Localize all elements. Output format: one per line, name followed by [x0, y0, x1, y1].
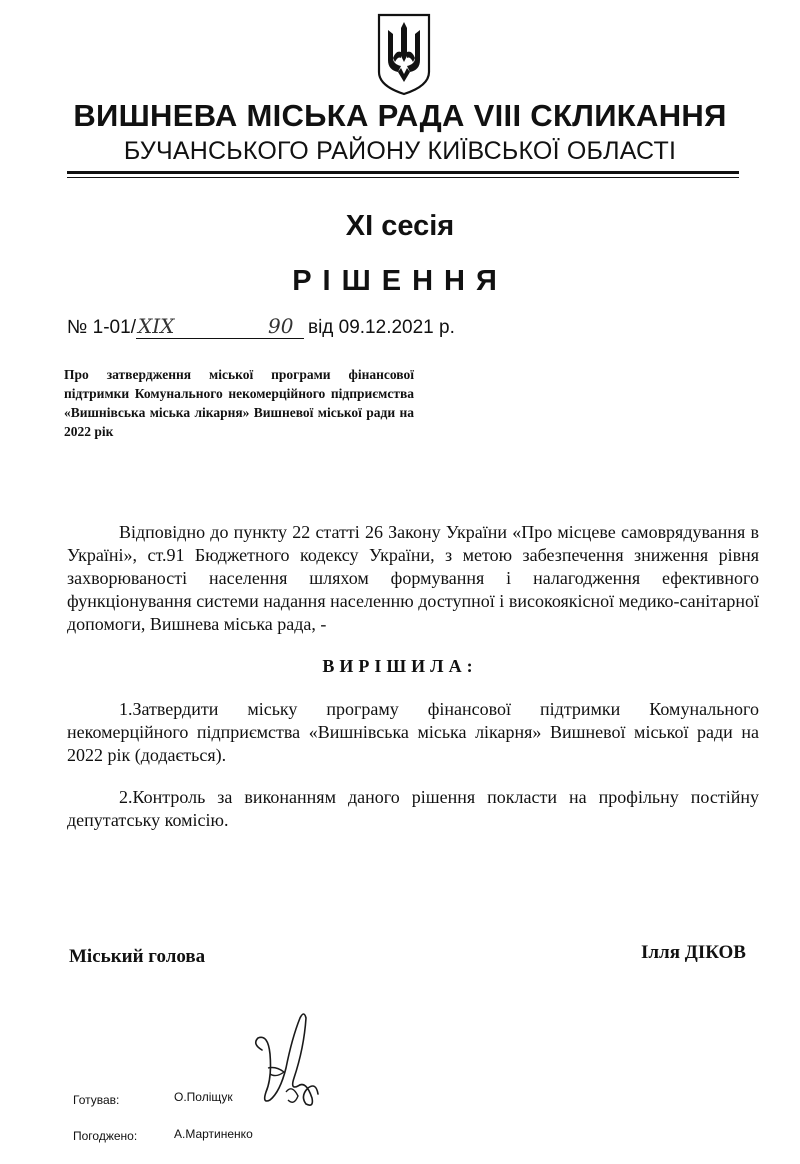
handwritten-signature: [246, 1008, 320, 1114]
header-divider-thick: [67, 171, 739, 174]
handwritten-decision-number: 90: [267, 314, 294, 338]
resolved-heading: ВИРІШИЛА:: [322, 656, 478, 676]
mayor-name: Ілля ДІКОВ: [641, 942, 746, 963]
resolution-item-2: 2.Контроль за виконанням даного рішення покласти на профільну постійну депутатську комісію.: [67, 787, 759, 830]
council-title: ВИШНЕВА МІСЬКА РАДА VIII СКЛИКАННЯ: [73, 98, 727, 133]
handwritten-session-number: XIX: [137, 314, 175, 338]
mayor-title: Міський голова: [69, 946, 206, 967]
decision-subject: Про затвердження міської програми фінансової підтримки Комунального некомерційного підприємства «Вишнівська міська лікарня» Вишневої міської ради на 2022 рік: [64, 367, 414, 439]
decision-date: від 09.12.2021 р.: [307, 317, 455, 338]
agreed-by-label: Погоджено:: [73, 1129, 138, 1143]
header-divider-thin: [67, 177, 739, 178]
session-heading: XI сесія: [345, 210, 455, 242]
decision-heading: РІШЕННЯ: [292, 265, 508, 297]
number-prefix: № 1-01/: [67, 317, 136, 338]
trident-coat-of-arms-icon: [376, 12, 432, 96]
council-subtitle: БУЧАНСЬКОГО РАЙОНУ КИЇВСЬКОЇ ОБЛАСТІ: [123, 137, 677, 165]
number-blank: [136, 314, 304, 339]
resolution-item-1: 1.Затвердити міську програму фінансової підтримки Комунального некомерційного підприємства «Вишнівська міська лікарня» Вишневої міської ради на 2022 рік (додається).: [67, 699, 759, 765]
agreed-by-name: А.Мартиненко: [174, 1127, 253, 1141]
prepared-by-name: О.Поліщук: [174, 1090, 233, 1104]
decision-number-line: [67, 314, 455, 339]
preamble-paragraph: Відповідно до пункту 22 статті 26 Закону України «Про місцеве самоврядування в Україні», ст.91 Бюджетного кодексу України, з метою забезпечення зниження рівня захворюваності населення шляхом формування і налагодження ефективного функціонування системи надання населенню доступної і високоякісної медико-санітарної допомоги, Вишнева міська рада, -: [67, 522, 759, 634]
prepared-by-label: Готував:: [73, 1093, 120, 1107]
